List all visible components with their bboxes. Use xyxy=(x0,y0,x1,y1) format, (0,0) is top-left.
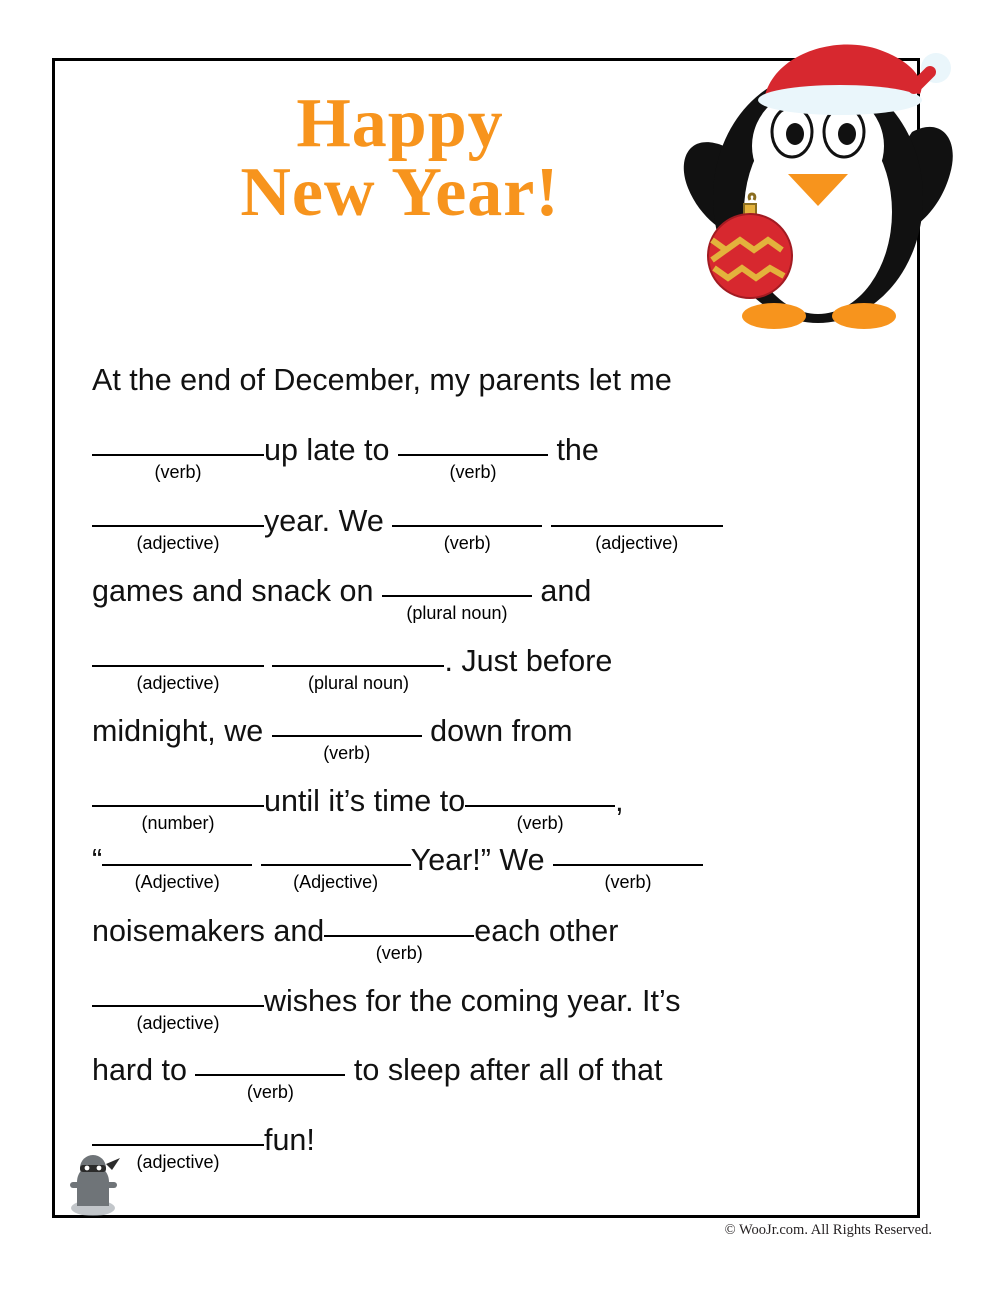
story-line-12: (adjective) fun! xyxy=(92,1106,315,1175)
title-line-2: New Year! xyxy=(240,153,560,231)
story-text: “ xyxy=(92,843,103,877)
story-line-8: “ (Adjective) (Adjective) Year!” We (verb) xyxy=(92,826,703,895)
story-line-1 xyxy=(92,346,672,415)
story-text: At the end of December, my parents let me xyxy=(92,363,672,397)
story-text: . Just before xyxy=(444,644,613,678)
story-line-2: (verb) up late to (verb) the xyxy=(92,416,599,485)
story-line-7: (number) until it’s time to (verb) , xyxy=(92,767,624,836)
penguin-illustration xyxy=(668,28,968,348)
story-line-11: hard to (verb) to sleep after all of that xyxy=(92,1053,663,1102)
story-text: hard to xyxy=(92,1053,196,1087)
story-line-6: midnight, we (verb) down from xyxy=(92,714,573,763)
story-text: noisemakers and xyxy=(92,914,325,948)
story-text: fun! xyxy=(264,1123,315,1157)
story-line-5: (adjective) (plural noun) . Just before xyxy=(92,627,612,696)
copyright-credit: © WooJr.com. All Rights Reserved. xyxy=(724,1222,932,1238)
story-text xyxy=(252,843,260,877)
story-line-9: noisemakers and (verb) each other xyxy=(92,914,619,963)
story-text: midnight, we xyxy=(92,714,272,748)
story-text xyxy=(542,504,550,538)
woo-jr-ninja-logo-icon xyxy=(62,1152,124,1218)
story-line-3: (adjective) year. We (verb) (adjective) xyxy=(92,487,723,556)
story-line-10: (adjective) wishes for the coming year. It’s xyxy=(92,967,680,1036)
story-text: the xyxy=(547,433,599,467)
story-text: wishes for the coming year. It’s xyxy=(264,984,681,1018)
title-line-1: Happy xyxy=(296,85,504,162)
page-title xyxy=(120,85,680,231)
story-text: until it’s time to xyxy=(264,784,466,818)
story-text: to sleep after all of that xyxy=(345,1053,663,1087)
story-text: games and snack on xyxy=(92,574,382,608)
story-text: year. We xyxy=(264,504,393,538)
story-text: , xyxy=(615,784,624,818)
story-text: down from xyxy=(421,714,573,748)
story-line-4: games and snack on (plural noun) and xyxy=(92,574,592,623)
story-text xyxy=(264,644,272,678)
story-text: Year!” We xyxy=(410,843,554,877)
story-text: each other xyxy=(474,914,619,948)
story-text: up late to xyxy=(264,433,398,467)
story-text: and xyxy=(531,574,592,608)
